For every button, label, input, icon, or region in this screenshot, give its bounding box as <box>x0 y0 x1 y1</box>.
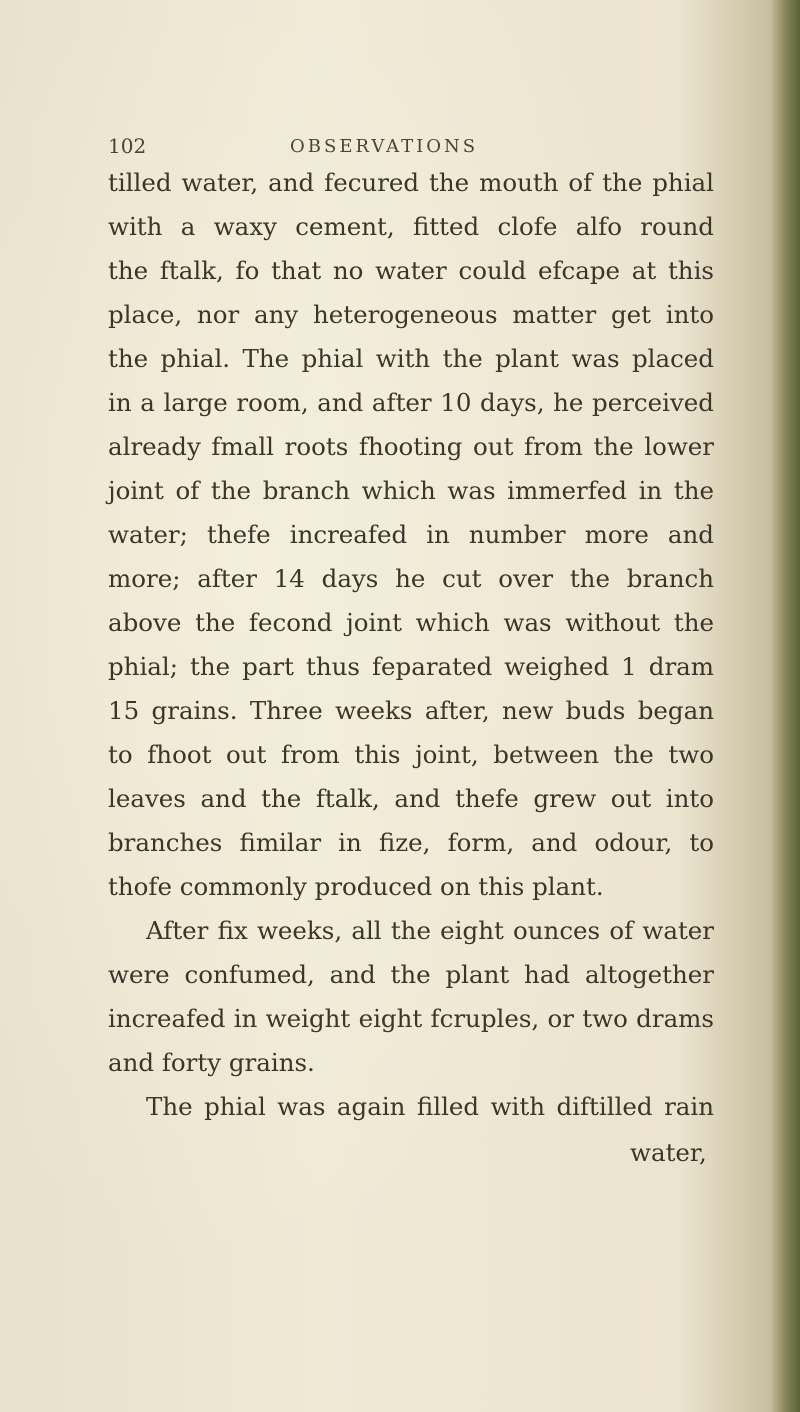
text-line: with a waxy cement, fitted clofe alfo round <box>108 212 714 241</box>
text-line: After fix weeks, all the eight ounces of water <box>146 916 714 945</box>
text-line: joint of the branch which was immerfed in the <box>108 476 714 505</box>
text-line: more; after 14 days he cut over the branch <box>108 564 714 593</box>
text-line: were confumed, and the plant had altogether <box>108 960 714 989</box>
text-line: 15 grains. Three weeks after, new buds began <box>108 696 714 725</box>
catchword: water, <box>630 1138 707 1167</box>
text-line: thofe commonly produced on this plant. <box>108 872 604 901</box>
text-line: water; thefe increafed in number more and <box>108 520 714 549</box>
text-line: phial; the part thus feparated weighed 1 dram <box>108 652 714 681</box>
text-line: in a large room, and after 10 days, he perceived <box>108 388 714 417</box>
text-line: the phial. The phial with the plant was placed <box>108 344 714 373</box>
text-line: branches fimilar in fize, form, and odour, to <box>108 828 714 857</box>
text-line: to fhoot out from this joint, between the two <box>108 740 714 769</box>
text-line: increafed in weight eight fcruples, or two drams <box>108 1004 714 1033</box>
text-line: already fmall roots fhooting out from the lower <box>108 432 714 461</box>
text-line: The phial was again filled with diftilled rain <box>146 1092 714 1121</box>
page-edge-shadow <box>772 0 800 1412</box>
text-line: above the fecond joint which was without the <box>108 608 714 637</box>
text-line: leaves and the ftalk, and thefe grew out into <box>108 784 714 813</box>
text-line: tilled water, and fecured the mouth of the phial <box>108 168 714 197</box>
page-number: 102 <box>108 134 147 158</box>
text-line: the ftalk, fo that no water could efcape at this <box>108 256 714 285</box>
text-line: and forty grains. <box>108 1048 315 1077</box>
running-head: OBSERVATIONS <box>290 136 479 157</box>
text-line: place, nor any heterogeneous matter get into <box>108 300 714 329</box>
